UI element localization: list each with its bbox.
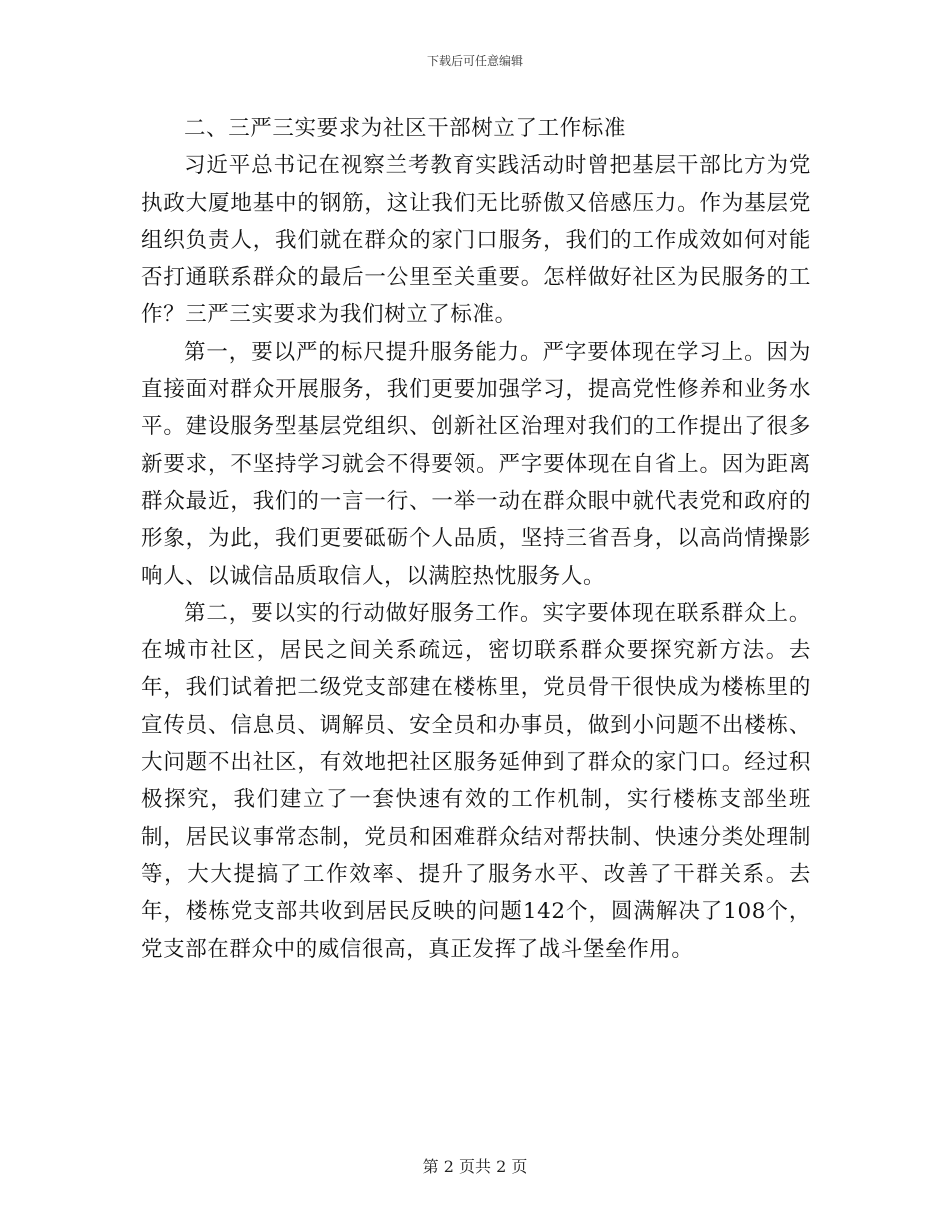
paragraph-first-point: 第一，要以严的标尺提升服务能力。严字要体现在学习上。因为直接面对群众开展服务，我们更要加强学习，提高党性修养和业务水平。建设服务型基层党组织、创新社区治理对我们的工作提出了很多新要求，不坚持学习就会不得要领。严字要体现在自省上。因为距离群众最近，我们的一言一行、一举一动在群众眼中就代表党和政府的形象，为此，我们更要砥砺个人品质，坚持三省吾身，以高尚情操影响人、以诚信品质取信人，以满腔热忱服务人。 (141, 339, 811, 589)
section-heading: 二、三严三实要求为社区干部树立了工作标准 (184, 116, 627, 141)
page-number: 第 2 页共 2 页 (422, 1157, 528, 1176)
paragraph-intro: 习近平总书记在视察兰考教育实践活动时曾把基层干部比方为党执政大厦地基中的钢筋，这让我们无比骄傲又倍感压力。作为基层党组织负责人，我们就在群众的家门口服务，我们的工作成效如何对能否打通联系群众的最后一公里至关重要。怎样做好社区为民服务的工作？三严三实要求为我们树立了标准。 (141, 153, 811, 328)
page-header-note: 下载后可任意编辑 (426, 54, 523, 68)
document-body (141, 110, 811, 968)
paragraph-second-point: 第二，要以实的行动做好服务工作。实字要体现在联系群众上。在城市社区，居民之间关系疏远，密切联系群众要探究新方法。去年，我们试着把二级党支部建在楼栋里，党员骨干很快成为楼栋里的宣传员、信息员、调解员、安全员和办事员，做到小问题不出楼栋、大问题不出社区，有效地把社区服务延伸到了群众的家门口。经过积极探究，我们建立了一套快速有效的工作机制，实行楼栋支部坐班制，居民议事常态制，党员和困难群众结对帮扶制、快速分类处理制等，大大提搞了工作效率、提升了服务水平、改善了干群关系。去年，楼栋党支部共收到居民反映的问题142个，圆满解决了108个，党支部在群众中的威信很高，真正发挥了战斗堡垒作用。 (141, 600, 811, 962)
